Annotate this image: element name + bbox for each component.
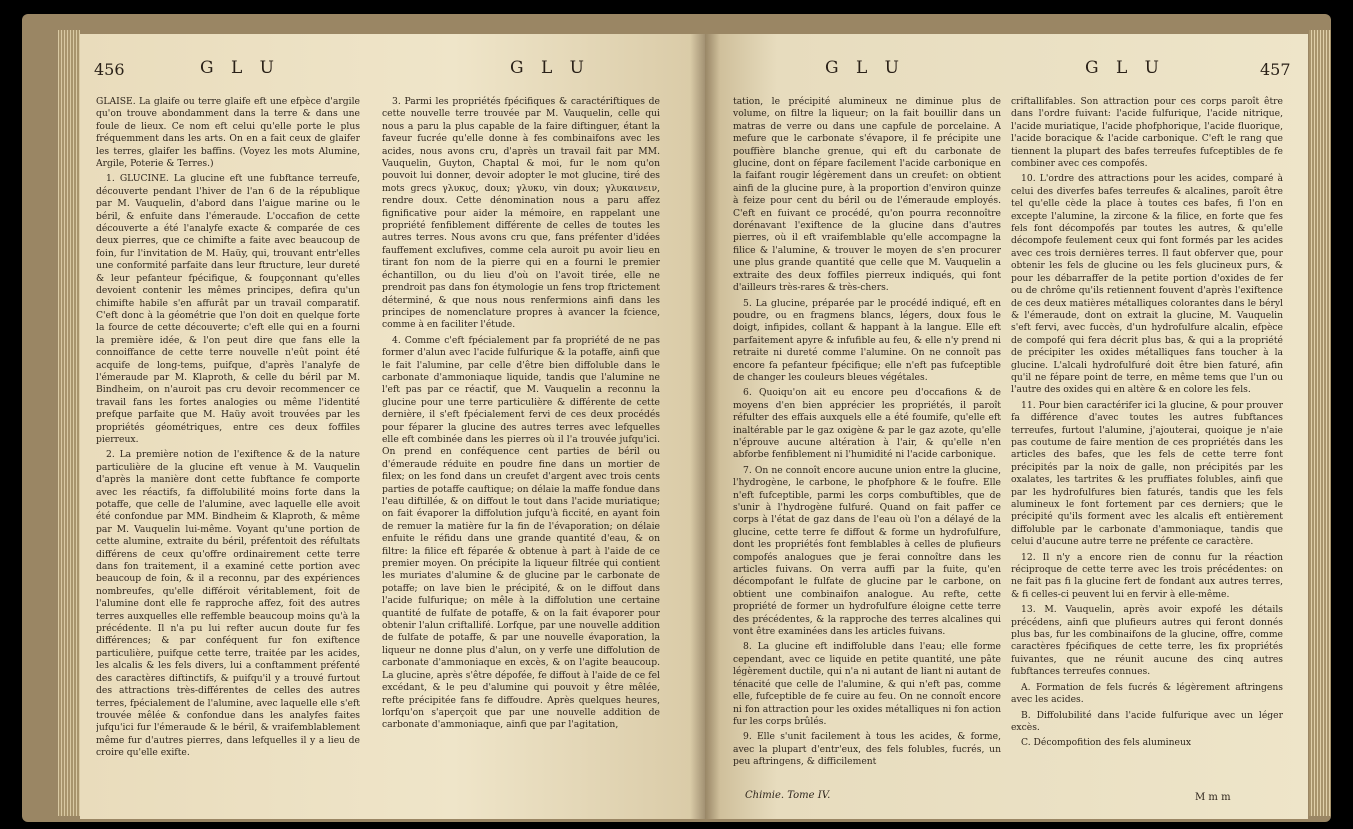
paragraph: 3. Parmi les propriétés fpécifiques & caractériftiques de cette nouvelle terre trouvée par M. Vauquelin, celle qui nous a paru la plus capable de la faire diftinguer, étant la faveur fucrée qu'elle donne à fes combinaifons avec les acides, nous avons cru, d'après un travail fait par MM. Vauquelin, Guyton, Chaptal & moi, fur le nom qu'on pouvoit lui donner, devoir adopter le mot glucine, tiré des mots grecs γλυκυς, doux; γλυκυ, vin doux; γλυκαινειν, rendre doux. Cette dénomination nous a paru affez fignificative pour aider la mémoire, en rappelant une propriété fenfiblement différente de celles de toutes les autres terres. Nous avons cru que, fans préfenter d'idées fauffement exclufives, comme cela auroit pu avoir lieu en tirant fon nom de la pierre qui en a fourni le premier échantillon, ou du lieu d'où on l'avoit tirée, elle ne prendroit pas dans fon étymologie un fens trop ftrictement déterminé, & que nous nous renfermions ainfi dans les principes de nomenclature propres à avancer la fcience, comme à en faciliter l'étude. [382, 96, 660, 331]
paragraph: 8. La glucine eft indiffoluble dans l'eau; elle forme cependant, avec ce liquide en petite quantité, une pâte légèrement ductile, qui n'a ni autant de liant ni autant de ténacité que celle de l'alumine, & qui n'eft pas, comme elle, fufceptible de fe cuire au feu. On ne connoît encore ni fon attraction pour les oxides métalliques ni fon action fur les corps brûlés. [733, 641, 1001, 727]
left-page [80, 34, 705, 819]
paragraph: 12. Il n'y a encore rien de connu fur la réaction réciproque de cette terre avec les trois précédentes: on ne fait pas fi la glucine fert de fondant aux autres terres, & fi celles-ci peuvent lui en fervir à elle-même. [1011, 551, 1283, 600]
paragraph: 9. Elle s'unit facilement à tous les acides, & forme, avec la plupart d'entr'eux, des fels folubles, fucrés, un peu aftringens, & difficilement [733, 731, 1001, 768]
right-header-right: G L U [1085, 58, 1166, 78]
paragraph: B. Diffolubilité dans l'acide fulfurique avec un léger excès. [1011, 709, 1283, 733]
signature-mark: M m m [1195, 792, 1231, 803]
paragraph: 7. On ne connoît encore aucune union entre la glucine, l'hydrogène, le carbone, le phofphore & le foufre. Elle n'eft fufceptible, parmi les corps combuftibles, que de s'unir à l'hydrogène fulfuré. Quand on fait paffer ce corps à l'état de gaz dans de l'eau où l'on a délayé de la glucine, cette terre fe diffout & forme un hydrofulfure, dont les propriétés font femblables à celles de plufieurs compofés analogues que je ferai connoître dans les articles fuivans. On verra auffi par la fuite, qu'en décompofant le fulfate de glucine par le carbone, on obtient une combinaifon analogue. Au refte, cette propriété de former un hydrofulfure éloigne cette terre des précédentes, & la rapproche des terres alcalines qui vont être examinées dans les articles fuivans. [733, 464, 1001, 638]
paragraph: 13. M. Vauquelin, après avoir expofé les détails précédens, ainfi que plufieurs autres qui feront donnés plus bas, fur les combinaifons de la glucine, offre, comme caractères fpécifiques de cette terre, les fix propriétés fuivantes, que ne réunit aucune des cinq autres fubftances terreufes connues. [1011, 604, 1283, 678]
paragraph: 2. La première notion de l'exiftence & de la nature particulière de la glucine eft venue à M. Vauquelin d'après la manière dont cette fubftance fe comporte avec les réactifs, fa diffolubilité moins forte dans la potaffe, que celle de l'alumine, avec laquelle elle avoit été confondue par MM. Bindheim & Klaproth, & même par M. Vauquelin lui-même. Voyant qu'une portion de cette alumine, extraite du béril, préfentoit des réfultats différens de ceux qu'offre ordinairement cette terre dans fon traitement, il a examiné cette portion avec beaucoup de foin, & il a reconnu, par des expériences nombreufes, qu'elle différoit véritablement, foit de l'alumine dont elle fe rapproche affez, foit des autres terres auxquelles elle reffemble beaucoup moins qu'à la précédente. Il n'a pu lui refter aucun doute fur fes différences; & par conféquent fur fon exiftence particulière, puifque cette terre, traitée par les acides, les alcalis & les fels divers, lui a conftamment préfenté des caractères diftinctifs, & puifqu'il y a trouvé furtout des attractions très-différentes de celles des autres terres, fpécialement de l'alumine, avec laquelle elle s'eft trouvée mêlée & confondue dans les analyfes faites jufqu'ici fur l'émeraude & le béril, & vraifemblablement même fur d'autres pierres, dans lefquelles il y a lieu de croire qu'elle exifte. [96, 449, 360, 759]
right-page-edges [1309, 30, 1331, 816]
paragraph: 6. Quoiqu'on ait eu encore peu d'occafions & de moyens d'en bien apprécier les propriétés, il paroît réfulter des effais auxquels elle a été foumife, qu'elle eft inaltérable par le gaz oxigène & par le gaz azote, qu'elle n'éprouve aucune altération à l'air, & qu'elle n'en abforbe fenfiblement ni l'humidité ni l'acide carbonique. [733, 387, 1001, 461]
left-column-1 [96, 96, 360, 796]
left-header-right: G L U [510, 58, 591, 78]
paragraph: 4. Comme c'eft fpécialement par fa propriété de ne pas former d'alun avec l'acide fulfurique & la potaffe, ainfi que le fait l'alumine, par celle d'être bien diffoluble dans le carbonate d'ammoniaque liquide, tandis que l'alumine ne l'eft pas par ce réactif, que M. Vauquelin a reconnu la glucine pour une terre particulière & différente de cette dernière, il s'eft fpécialement fervi de ces deux procédés pour féparer la glucine des autres terres avec lefquelles elle eft combinée dans les pierres où il l'a trouvée jufqu'ici. On prend en conféquence cent parties de béril ou d'émeraude réduite en poudre fine dans un mortier de filex; on les fond dans un creufet d'argent avec trois cents parties de potaffe cauftique; on délaie la maffe fondue dans l'eau diftillée, & on diffout le tout dans l'acide muriatique; on fait évaporer la diffolution jufqu'à ficcité, en ayant foin de remuer la matière fur la fin de l'évaporation; on délaie enfuite le réfidu dans une grande quantité d'eau, & on filtre: la filice eft féparée & obtenue à part à l'aide de ce premier moyen. On précipite la liqueur filtrée qui contient les muriates d'alumine & de glucine par le carbonate de potaffe; on lave bien le précipité, & on le diffout dans l'acide fulfurique; on mêle à la diffolution une certaine quantité de fulfate de potaffe, & on la fait évaporer pour obtenir l'alun criftallifé. Lorfque, par une nouvelle addition de fulfate de potaffe, & par une nouvelle évaporation, la liqueur ne donne plus d'alun, on y verfe une diffolution de carbonate d'ammoniaque en excès, & on l'agite beaucoup. La glucine, après s'être dépofée, fe diffout à l'aide de ce fel excédant, & le peu d'alumine qui pouvoit y être mêlée, refte précipitée fans fe diffoudre. Après quelques heures, lorfqu'on s'aperçoit que par une nouvelle addition de carbonate d'ammoniaque, ainfi que par l'agitation, [382, 334, 660, 731]
right-page-number: 457 [1260, 60, 1291, 79]
left-header-left: G L U [200, 58, 281, 78]
paragraph: tation, le précipité alumineux ne diminue plus de volume, on filtre la liqueur; on la fait bouillir dans un matras de verre ou dans une capfule de porcelaine. A mefure que le carbonate s'évapore, il fe précipite une pouffière blanche grenue, qui eft du carbonate de glucine, dont on fépare facilement l'acide carbonique en la faifant rougir légèrement dans un creufet: on obtient ainfi de la glucine pure, à la proportion d'environ quinze à feize pour cent du béril ou de l'émeraude employés. C'eft en fuivant ce procédé, qu'on pourra reconnoître dorénavant l'exiftence de la glucine dans d'autres pierres, où il eft vraifemblable qu'elle accompagne la filice & l'alumine, & trouver le moyen de s'en procurer une plus grande quantité que celle que M. Vauquelin a extraite des deux foffiles pierreux indiqués, qui font d'ailleurs très-rares & très-chers. [733, 96, 1001, 294]
page-footer: Chimie. Tome IV. [745, 790, 831, 801]
paragraph: 5. La glucine, préparée par le procédé indiqué, eft en poudre, ou en fragmens blancs, légers, doux fous le doigt, infipides, collant & happant à la langue. Elle eft parfaitement apyre & infufible au feu, & elle n'y prend ni retraite ni dureté comme l'alumine. On ne connoît pas encore fa pefanteur fpécifique; elle n'eft pas fufceptible de changer les couleurs bleues végétales. [733, 297, 1001, 383]
book-gutter [690, 34, 720, 819]
left-page-number: 456 [94, 60, 125, 79]
open-book [22, 14, 1331, 822]
paragraph: 11. Pour bien caractérifer ici la glucine, & pour prouver fa différence d'avec toutes les autres fubftances terreufes, furtout l'alumine, j'ajouterai, quoique je n'aie pas coutume de faire mention de ces propriétés dans les articles des bafes, que les fels de cette terre font précipités par la noix de galle, non précipités par les oxalates, les tartrites & les pruffiates folubles, ainfi que par les hydrofulfures bien faturés, tandis que les fels alumineux le font fortement par ces derniers; que le précipité qu'ils forment avec les alcalis eft entièrement diffoluble par le carbonate d'ammoniaque, tandis que celui d'aucune autre terre ne préfente ce caractère. [1011, 399, 1283, 548]
right-page [705, 34, 1308, 819]
left-column-2 [382, 96, 660, 796]
paragraph: GLAISE. La glaife ou terre glaife eft une efpèce d'argile qu'on trouve abondamment dans la terre & dans une foule de lieux. Ce nom eft celui qu'elle porte le plus fréquemment dans les arts. On en a fait ceux de glaifer les terres, glaifer les baffins. (Voyez les mots Alumine, Argile, Poterie & Terres.) [96, 96, 360, 170]
left-page-edges [58, 30, 80, 816]
right-column-2 [1011, 96, 1283, 796]
paragraph: C. Décompofition des fels alumineux [1021, 737, 1192, 749]
paragraph: 10. L'ordre des attractions pour les acides, comparé à celui des diverfes bafes terreufes & alcalines, paroît être tel qu'elle cède la place à toutes ces bafes, fi l'on en excepte l'alumine, la zircone & la filice, en forte que fes fels font décompofés par toutes les autres, & qu'elle décompofe feulement ceux qui font formés par les acides avec ces trois dernières terres. Il faut obferver que, pour obtenir les fels de glucine ou les fels glucineux purs, & pour les débarraffer de la petite portion d'oxides de fer ou de chrôme qu'ils retiennent fouvent d'après l'exiftence de ces deux matières métalliques colorantes dans le béryl & l'émeraude, dont on extrait la glucine, M. Vauquelin s'eft fervi, avec fuccès, d'un hydrofulfure alcalin, efpèce de compofé qui fera décrit plus bas, & qui a la propriété de précipiter les oxides métalliques fans toucher à la glucine. L'alcali hydrofulfuré doit être bien faturé, afin qu'il ne fépare point de terre, en même tems que l'un ou l'autre des oxides qui en altère & en colore les fels. [1011, 173, 1283, 396]
right-column-1 [733, 96, 1001, 776]
right-header-left: G L U [825, 58, 906, 78]
paragraph: A. Formation de fels fucrés & légèrement aftringens avec les acides. [1011, 681, 1283, 706]
paragraph: criftallifables. Son attraction pour ces corps paroît être dans l'ordre fuivant: l'acide fulfurique, l'acide nitrique, l'acide muriatique, l'acide phofphorique, l'acide fluorique, l'acide boracique & l'acide carbonique. C'eft le rang que tiennent la plupart des bafes terreufes fufceptibles de fe combiner avec ces compofés. [1011, 96, 1283, 170]
paragraph: 1. GLUCINE. La glucine eft une fubftance terreufe, découverte pendant l'hiver de l'an 6 de la république par M. Vauquelin, d'abord dans l'aigue marine ou le béril, & enfuite dans l'émeraude. L'occafion de cette découverte a été l'analyfe exacte & comparée de ces deux pierres, que ce chimifte a faite avec beaucoup de foin, fur l'invitation de M. Haüy, qui, trouvant entr'elles une conformité parfaite dans leur ftructure, leur dureté & leur pefanteur fpécifique, & foupçonnant qu'elles devoient contenir les mêmes principes, defira qu'un chimifte habile s'en affurât par un travail comparatif. C'eft donc à la géométrie que l'on doit en quelque forte la fource de cette découverte; c'eft elle qui en a fourni la première idée, & l'on peut dire que fans elle la connoiffance de cette terre nouvelle n'eût point été acquife de long-tems, puifque, d'après l'analyfe de l'émeraude par M. Klaproth, & celle du béril par M. Bindheim, on n'auroit pas cru devoir recommencer ce travail fans les fortes analogies ou même l'identité prefque parfaite que M. Haüy avoit trouvées par les propriétés géométriques, entre ces deux foffiles pierreux. [96, 173, 360, 445]
